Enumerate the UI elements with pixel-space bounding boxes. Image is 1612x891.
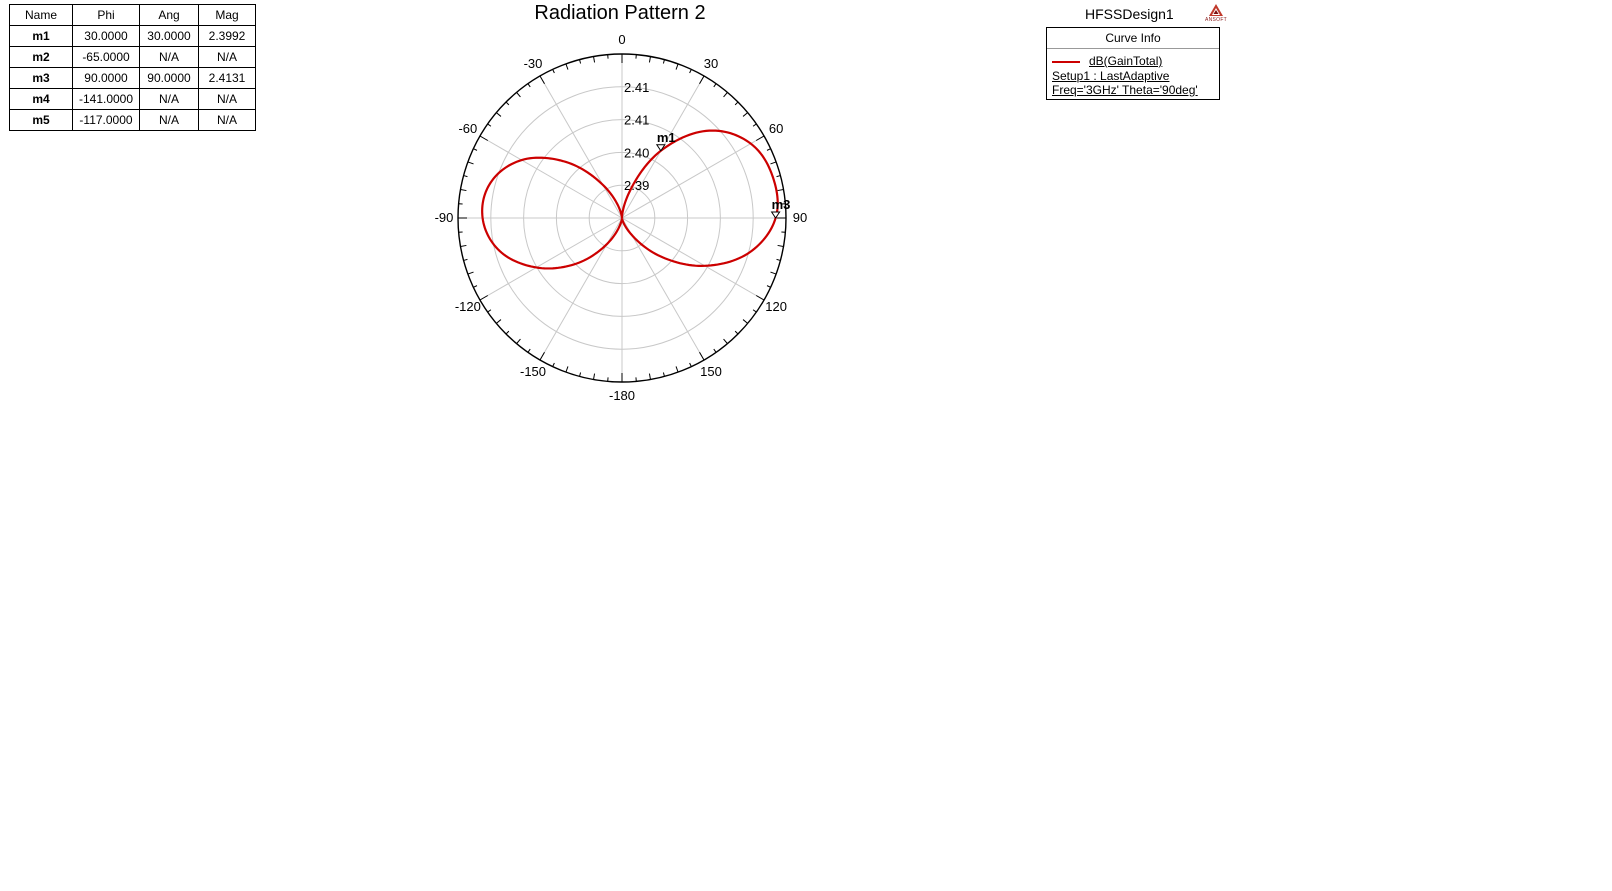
legend-title: Curve Info — [1047, 28, 1219, 49]
header-mag: Mag — [199, 5, 256, 26]
angle-tick — [528, 349, 530, 352]
header-name: Name — [10, 5, 73, 26]
angle-tick — [496, 113, 501, 117]
grid-spoke — [540, 218, 622, 360]
angle-tick — [506, 331, 509, 334]
angle-tick — [690, 69, 692, 73]
cell-name: m5 — [10, 110, 73, 131]
angle-tick — [517, 92, 521, 97]
angle-tick — [460, 190, 466, 191]
angle-tick — [700, 76, 705, 84]
angle-tick — [743, 113, 748, 117]
angle-tick — [700, 352, 705, 360]
angle-tick — [594, 56, 595, 62]
angle-tick — [777, 259, 781, 260]
angle-tick — [735, 331, 738, 334]
angle-tick — [566, 366, 568, 372]
cell-ang: 30.0000 — [140, 26, 199, 47]
angle-tick — [464, 176, 468, 177]
angle-tick — [676, 366, 678, 372]
angle-tick — [756, 136, 764, 141]
cell-phi: -141.0000 — [73, 89, 140, 110]
cell-name: m2 — [10, 47, 73, 68]
angle-tick-label: -120 — [454, 299, 481, 314]
angle-tick — [767, 149, 771, 151]
angle-tick — [663, 60, 664, 64]
angle-tick-label: -90 — [434, 210, 454, 225]
angle-tick — [724, 92, 728, 97]
grid-spoke — [622, 218, 764, 300]
cell-name: m4 — [10, 89, 73, 110]
angle-tick — [756, 296, 764, 301]
angle-tick — [517, 339, 521, 344]
angle-tick-label: 90 — [792, 210, 808, 225]
angle-tick-label: 120 — [765, 299, 788, 314]
angle-tick — [540, 352, 545, 360]
cell-ang: N/A — [140, 47, 199, 68]
angle-tick — [649, 374, 650, 380]
legend-freq: Freq='3GHz' Theta='90deg' — [1052, 83, 1198, 97]
angle-tick — [778, 190, 784, 191]
angle-tick — [724, 339, 728, 344]
angle-tick — [528, 84, 530, 87]
angle-tick — [663, 373, 664, 377]
cell-phi: 30.0000 — [73, 26, 140, 47]
radial-tick-label: 2.39 — [624, 178, 650, 194]
angle-tick — [714, 84, 716, 87]
angle-tick — [553, 363, 555, 367]
radial-tick-label: 2.41 — [624, 79, 650, 95]
cell-mag: N/A — [199, 89, 256, 110]
grid-spoke — [480, 136, 622, 218]
design-name: HFSSDesign1 — [1085, 6, 1174, 22]
angle-tick — [473, 286, 477, 288]
angle-tick — [714, 349, 716, 352]
angle-tick — [770, 272, 776, 274]
grid-spoke — [540, 76, 622, 218]
angle-tick-label: 60 — [768, 121, 784, 136]
cell-mag: 2.4131 — [199, 68, 256, 89]
angle-tick — [770, 162, 776, 164]
angle-tick — [735, 102, 738, 105]
angle-tick — [468, 272, 474, 274]
angle-tick-label: 150 — [700, 364, 722, 380]
angle-tick-label: 30 — [703, 55, 719, 71]
angle-tick — [553, 69, 555, 73]
angle-tick — [488, 310, 491, 312]
angle-tick — [778, 245, 784, 246]
cell-phi: -65.0000 — [73, 47, 140, 68]
cell-phi: -117.0000 — [73, 110, 140, 131]
angle-tick — [753, 310, 756, 312]
cell-mag: N/A — [199, 47, 256, 68]
angle-tick — [566, 64, 568, 70]
cell-ang: N/A — [140, 110, 199, 131]
angle-tick-label: -30 — [523, 55, 543, 71]
marker-m3-triangle — [772, 212, 780, 218]
cell-ang: 90.0000 — [140, 68, 199, 89]
angle-tick — [690, 363, 692, 367]
angle-tick — [580, 373, 581, 377]
angle-tick-label: 0 — [618, 32, 626, 47]
angle-tick — [540, 76, 545, 84]
grid-spoke — [480, 218, 622, 300]
angle-tick — [496, 320, 501, 324]
header-phi: Phi — [73, 5, 140, 26]
angle-tick-label: -180 — [608, 388, 636, 403]
angle-tick — [649, 56, 650, 62]
cell-name: m3 — [10, 68, 73, 89]
radial-tick-label: 2.40 — [624, 145, 650, 161]
angle-tick — [753, 124, 756, 126]
angle-tick — [488, 124, 491, 126]
legend-curve-name: dB(GainTotal) — [1089, 54, 1163, 68]
chart-title: Radiation Pattern 2 — [534, 2, 706, 24]
angle-tick — [767, 286, 771, 288]
angle-tick-label: -150 — [519, 364, 547, 380]
angle-tick — [676, 64, 678, 70]
angle-tick — [506, 102, 509, 105]
cell-mag: 2.3992 — [199, 26, 256, 47]
radial-tick-label: 2.41 — [624, 112, 650, 128]
cell-ang: N/A — [140, 89, 199, 110]
angle-tick — [464, 259, 468, 260]
logo-text: ANSOFT — [1204, 17, 1228, 23]
angle-tick — [460, 245, 466, 246]
marker-m1-label: m1 — [656, 129, 676, 145]
angle-tick — [480, 136, 488, 141]
angle-tick — [594, 374, 595, 380]
cell-name: m1 — [10, 26, 73, 47]
grid-spoke — [622, 218, 704, 360]
marker-m3-label: m3 — [771, 197, 791, 212]
angle-tick — [468, 162, 474, 164]
legend-setup: Setup1 : LastAdaptive — [1052, 69, 1170, 83]
cell-mag: N/A — [199, 110, 256, 131]
cell-phi: 90.0000 — [73, 68, 140, 89]
angle-tick — [743, 320, 748, 324]
angle-tick-label: -60 — [458, 121, 478, 136]
angle-tick — [580, 60, 581, 64]
angle-tick — [777, 176, 781, 177]
angle-tick — [480, 296, 488, 301]
header-ang: Ang — [140, 5, 199, 26]
angle-tick — [473, 149, 477, 151]
